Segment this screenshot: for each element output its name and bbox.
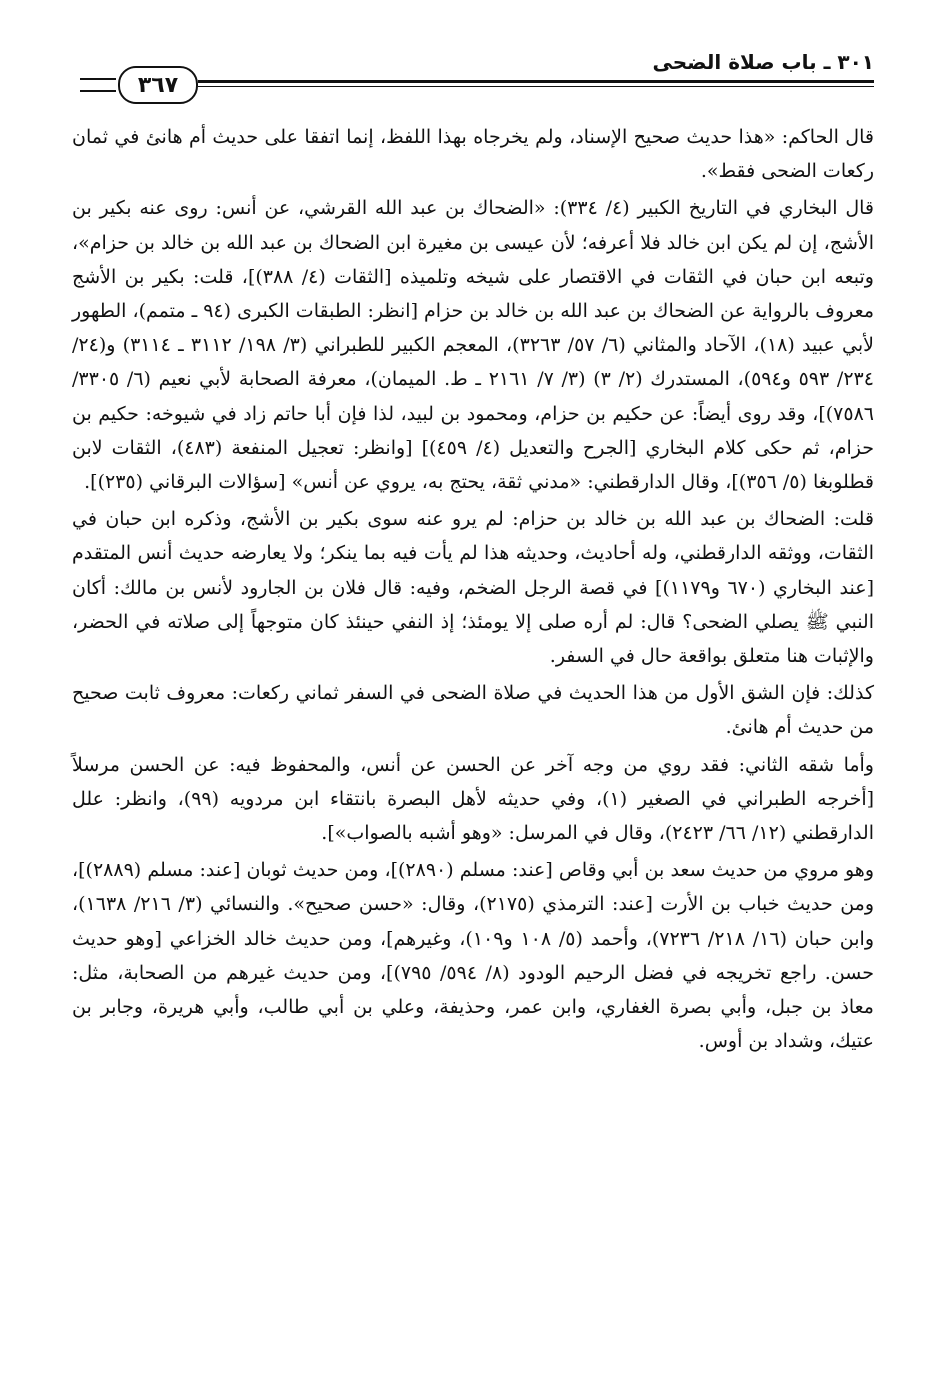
paragraph-hakim: قال الحاكم: «هذا حديث صحيح الإسناد، ولم يخرجاه بهذا اللفظ، إنما اتفقا على حديث أم هانئ في ثمان ركعات الضحى فقط». (72, 126, 874, 183)
page-header (80, 46, 874, 116)
page-number: ٣٦٧ (137, 72, 179, 98)
page-number-frame (118, 66, 198, 104)
paragraph-narrations: وهو مروي من حديث سعد بن أبي وقاص [عند: مسلم (٢٨٩٠)]، ومن حديث ثوبان [عند: مسلم (٢٨٨٩)]، ومن حديث خباب بن الأرت [عند: الترمذي (٢١٧٥)، وقال: «حسن صحيح». والنسائي (٣/ ٢١٦/ ١٦٣٨)، وابن حبان (١٦/ ٢١٨/ ٧٢٣٦)، وأحمد (٥/ ١٠٨ و١٠٩)، وغيرهم]، ومن حديث خالد الخزاعي [وهو حديث حسن. راجع تخريجه في فضل الرحيم الودود (٨/ ٥٩٤/ ٧٩٥)]، ومن حديث غيرهم من الصحابة، مثل: معاذ بن جبل، وأبي بصرة الغفاري، وابن عمر، وحذيفة، وعلي بن أبي طالب، وأبي هريرة، وجابر بن عتيك، وشداد بن أوس. (72, 859, 875, 1053)
paragraph-kadhalik: كذلك: فإن الشق الأول من هذا الحديث في صلاة الضحى في السفر ثماني ركعات: معروف ثابت صحيح من حديث أم هانئ. (72, 682, 874, 739)
header-rule-thin (198, 86, 874, 87)
ornament-lines (80, 78, 116, 92)
paragraph-second-part: وأما شقه الثاني: فقد روي من وجه آخر عن الحسن عن أنس، والمحفوظ فيه: عن الحسن مرسلاً [أخرجه الطبراني في الصغير (١)، وفي حديثه لأهل البصرة بانتقاء ابن مردويه (٩٩)، وانظر: علل الدارقطني (١٢/ ٦٦/ ٢٤٢٣)، وقال في المرسل: «وهو أشبه بالصواب»]. (72, 753, 875, 845)
chapter-title: ٣٠١ ـ باب صلاة الضحى (652, 50, 874, 74)
body-text (72, 120, 874, 1061)
header-rule-thick (198, 80, 874, 83)
paragraph-qultu: قلت: الضحاك بن عبد الله بن خالد بن حزام: لم يرو عنه سوى بكير بن الأشج، وذكره ابن حبان في الثقات، ووثقه الدارقطني، وله أحاديث، وحديثه هذا لم يأت فيه بما ينكر؛ ولا يعارضه حديث أنس المتقدم [عند البخاري (٦٧٠ و١١٧٩)] في قصة الرجل الضخم، وفيه: قال فلان بن الجارود لأنس بن مالك: أكان النبي ﷺ يصلي الضحى؟ قال: لم أره صلى إلا يومئذ؛ إذ النفي حينئذ كان متوجهاً إلى صلاته في الحضر، والإثبات هنا متعلق بواقعة حال في السفر. (72, 508, 874, 668)
paragraph-bukhari: قال البخاري في التاريخ الكبير (٤/ ٣٣٤): «الضحاك بن عبد الله القرشي، عن أنس: روى عنه بكير بن الأشج، إن لم يكن ابن خالد فلا أعرفه؛ لأن عيسى بن مغيرة ابن الضحاك بن عبد الله بن خالد بن حزام»، وتبعه ابن حبان في الثقات في الاقتصار على شيخه وتلميذه [الثقات (٤/ ٣٨٨)]، قلت: بكير بن الأشج معروف بالرواية عن الضحاك بن عبد الله بن خالد بن حزام [انظر: الطبقات الكبرى (٩٤ ـ متمم)، الطهور لأبي عبيد (١٨)، الآحاد والمثاني (٦/ ٥٧/ ٣٢٦٣)، المعجم الكبير للطبراني (٣/ ١٩٨/ ٣١١٢ ـ ٣١١٤) و(٢٤/ ٢٣٤/ ٥٩٣ و٥٩٤)، المستدرك (٢/ ٣) (٣/ ٧/ ٢١٦١ ـ ط. الميمان)، معرفة الصحابة لأبي نعيم (٦/ ٣٣٠٥/ ٧٥٨٦)]، وقد روى أيضاً: عن حكيم بن حزام، ومحمود بن لبيد، لذا فإن أبا حاتم زاد في شيوخه: حكيم بن حزام، ثم حكى كلام البخاري [الجرح والتعديل (٤/ ٤٥٩)] [وانظر: تعجيل المنفعة (٤٨٣)، الثقات لابن قطلوبغا (٥/ ٣٥٦)]، وقال الدارقطني: «مدني ثقة، يحتج به، يروي عن أنس» [سؤالات البرقاني (٢٣٥)]. (72, 197, 874, 494)
